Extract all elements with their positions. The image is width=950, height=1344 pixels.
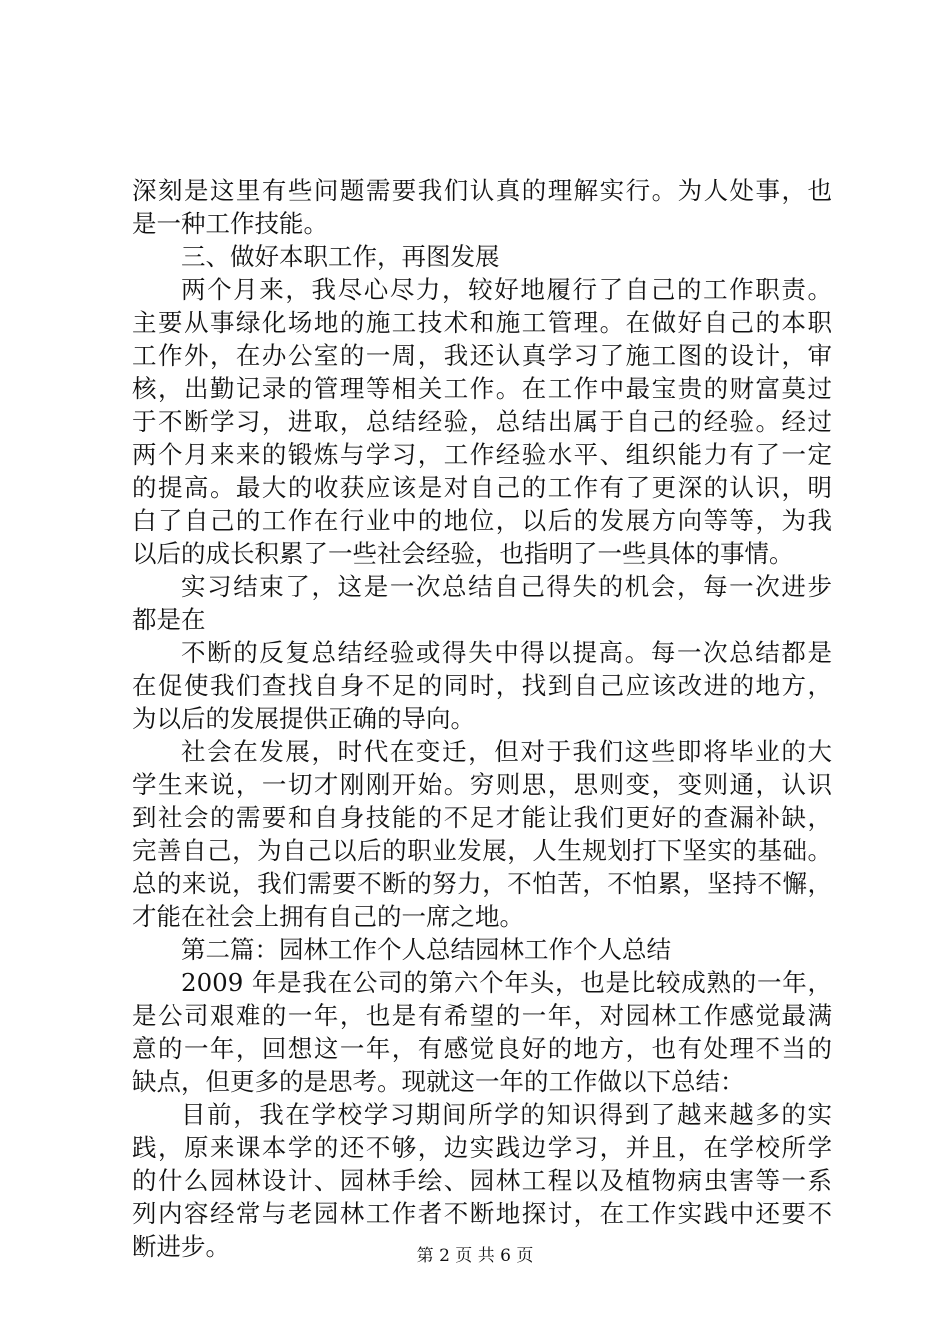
- text-line: 于不断学习，进取，总结经验，总结出属于自己的经验。经过: [132, 407, 832, 436]
- text-line: 学生来说，一切才刚刚开始。穷则思，思则变，变则通，认识: [132, 770, 832, 799]
- text-line: 都是在: [132, 605, 206, 634]
- text-line: 才能在社会上拥有自己的一席之地。: [132, 902, 524, 931]
- text-line: 缺点，但更多的是思考。现就这一年的工作做以下总结：: [132, 1067, 745, 1096]
- text-line: 意的一年，回想这一年，有感觉良好的地方，也有处理不当的: [132, 1034, 832, 1063]
- text-line: 工作外，在办公室的一周，我还认真学习了施工图的设计，审: [132, 341, 832, 370]
- text-line: 主要从事绿化场地的施工技术和施工管理。在做好自己的本职: [132, 308, 832, 337]
- page-footer: 第 2 页 共 6 页: [416, 1246, 534, 1266]
- text-line: 实习结束了，这是一次总结自己得失的机会，每一次进步: [181, 572, 832, 601]
- text-line: 践，原来课本学的还不够，边实践边学习，并且，在学校所学: [132, 1133, 832, 1162]
- text-line: 不断的反复总结经验或得失中得以提高。每一次总结都是: [181, 638, 832, 667]
- text-line: 社会在发展，时代在变迁，但对于我们这些即将毕业的大: [181, 737, 832, 766]
- text-line: 深刻是这里有些问题需要我们认真的理解实行。为人处事，也: [132, 176, 832, 205]
- body-text: [132, 174, 832, 1263]
- text-line: 是公司艰难的一年，也是有希望的一年，对园林工作感觉最满: [132, 1001, 832, 1030]
- chapter-heading: 第二篇：园林工作个人总结园林工作个人总结: [181, 935, 671, 964]
- section-heading: 三、做好本职工作，再图发展: [181, 242, 500, 271]
- text-line: 核，出勤记录的管理等相关工作。在工作中最宝贵的财富莫过: [132, 374, 832, 403]
- text-line: 完善自己，为自己以后的职业发展，人生规划打下坚实的基础。: [132, 836, 832, 865]
- text-line: 为以后的发展提供正确的导向。: [132, 704, 475, 733]
- text-line: 是一种工作技能。: [132, 209, 328, 238]
- text-line: 列内容经常与老园林工作者不断地探讨，在工作实践中还要不: [132, 1199, 832, 1228]
- text-line: 2009 年是我在公司的第六个年头，也是比较成熟的一年，: [181, 968, 832, 997]
- text-line: 以后的成长积累了一些社会经验，也指明了一些具体的事情。: [132, 539, 794, 568]
- text-line: 两个月来，我尽心尽力，较好地履行了自己的工作职责。: [181, 275, 832, 304]
- text-line: 总的来说，我们需要不断的努力，不怕苦，不怕累，坚持不懈，: [132, 869, 832, 898]
- text-line: 的什么园林设计、园林手绘、园林工程以及植物病虫害等一系: [132, 1166, 832, 1195]
- text-line: 目前，我在学校学习期间所学的知识得到了越来越多的实: [181, 1100, 832, 1129]
- text-line: 在促使我们查找自身不足的同时，找到自己应该改进的地方，: [132, 671, 832, 700]
- text-line: 断进步。: [132, 1232, 230, 1261]
- text-line: 的提高。最大的收获应该是对自己的工作有了更深的认识，明: [132, 473, 832, 502]
- text-line: 白了自己的工作在行业中的地位，以后的发展方向等等，为我: [132, 506, 832, 535]
- text-line: 到社会的需要和自身技能的不足才能让我们更好的查漏补缺，: [132, 803, 832, 832]
- text-line: 两个月来来的锻炼与学习，工作经验水平、组织能力有了一定: [132, 440, 832, 469]
